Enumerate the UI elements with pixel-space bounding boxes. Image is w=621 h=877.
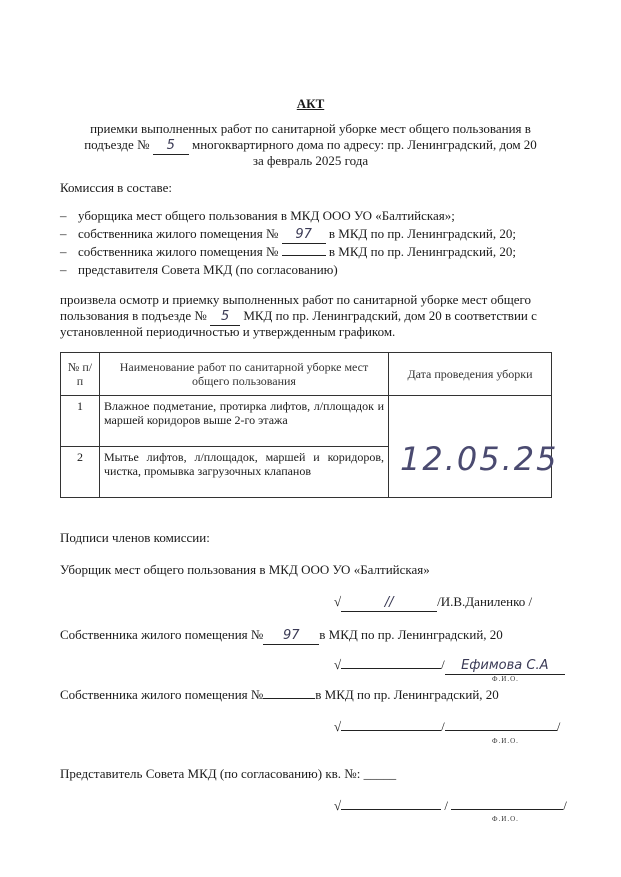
apartment-number-handwritten: 97 — [282, 227, 326, 244]
sig4-line: √ / / — [334, 798, 567, 813]
sig2-label-b: в МКД по пр. Ленинградский, 20 — [319, 627, 503, 642]
fio-caption: Ф.И.О. — [492, 737, 519, 745]
header-work-name: Наименование работ по санитарной уборке мест общего пользования — [100, 353, 389, 396]
dash-marker: – — [60, 208, 67, 223]
sig3-line: √ / / — [334, 719, 561, 734]
member-council-text: представителя Совета МКД (по согласованию) — [78, 262, 338, 277]
sig2-line: √ / Ефимова С.А — [334, 657, 565, 675]
sig2-label — [60, 627, 503, 645]
signature-owner-1 — [341, 668, 441, 669]
sig1-label: Уборщик мест общего пользования в МКД ООО УО «Балтийская» — [60, 562, 430, 577]
check-mark: √ — [334, 798, 342, 813]
row-number: 2 — [61, 447, 100, 498]
intro-address: МКД по пр. Ленинградский, дом 20 в соответствии с — [243, 308, 537, 323]
fio-caption: Ф.И.О. — [492, 675, 519, 683]
member-owner-1-address: в МКД по пр. Ленинградский, 20; — [328, 226, 517, 241]
sig3-label-a: Собственника жилого помещения № — [60, 687, 264, 702]
sig1-fullname: /И.В.Даниленко / — [437, 594, 533, 609]
header-date: Дата проведения уборки — [389, 353, 552, 396]
subtitle-entrance-label: подъезде № — [84, 137, 150, 152]
council-name-blank — [451, 809, 563, 810]
sig3-label — [60, 687, 499, 703]
member-cleaner-text: уборщика мест общего пользования в МКД ООО УО «Балтийская»; — [78, 208, 455, 223]
member-owner-2 — [60, 244, 516, 260]
member-owner-1-label: собственника жилого помещения № — [78, 226, 279, 241]
intro-entrance-handwritten: 5 — [210, 309, 240, 326]
signature-owner-2 — [341, 730, 441, 731]
member-cleaner — [60, 208, 455, 224]
check-mark: √ — [334, 719, 342, 734]
dash-marker: – — [60, 226, 67, 241]
dash-marker: – — [60, 262, 67, 277]
fio-caption: Ф.И.О. — [492, 815, 519, 823]
member-owner-1 — [60, 226, 516, 244]
owner-1-name-handwritten: Ефимова С.А — [445, 658, 565, 675]
member-council — [60, 262, 338, 278]
sig2-label-a: Собственника жилого помещения № — [60, 627, 264, 642]
signature-cleaner: // — [341, 595, 437, 612]
subtitle-line-1: приемки выполненных работ по санитарной уборке мест общего пользования в — [90, 121, 531, 136]
document-title: АКТ — [296, 96, 325, 111]
table-row — [61, 396, 552, 447]
signature-council — [341, 809, 441, 810]
subtitle-address: многоквартирного дома по адресу: пр. Ленинградский, дом 20 — [191, 137, 537, 152]
sig4-label: Представитель Совета МКД (по согласованию) кв. №: _____ — [60, 766, 397, 781]
owner-2-name-blank — [445, 730, 557, 731]
intro-line-1: произвела осмотр и приемку выполненных работ по санитарной уборке мест общего — [60, 292, 532, 307]
row-number: 1 — [61, 396, 100, 447]
sig3-apartment-blank — [263, 698, 315, 699]
handwritten-cleaning-date: 12.05.25 — [400, 440, 559, 478]
intro-entrance-label: пользования в подъезде № — [60, 308, 207, 323]
intro-line-3: установленной периодичностью и утвержденным графиком. — [60, 324, 396, 339]
apartment-number-blank — [282, 255, 326, 256]
check-mark: √ — [334, 594, 342, 609]
subtitle-period: за февраль 2025 года — [252, 153, 369, 168]
header-number: № п/п — [61, 353, 100, 396]
signatures-heading: Подписи членов комиссии: — [60, 530, 210, 545]
entrance-number-handwritten: 5 — [153, 138, 189, 155]
sig2-apartment-handwritten: 97 — [263, 628, 319, 645]
row-work-name: Мытье лифтов, л/площадок, маршей и коридоров, чистка, промывка загрузочных клапанов — [100, 447, 389, 498]
sig3-label-b: в МКД по пр. Ленинградский, 20 — [315, 687, 499, 702]
commission-heading: Комиссия в составе: — [60, 180, 172, 195]
member-owner-2-label: собственника жилого помещения № — [78, 244, 279, 259]
dash-marker: – — [60, 244, 67, 259]
check-mark: √ — [334, 657, 342, 672]
sig1-line — [334, 594, 532, 612]
table-header-row — [61, 353, 552, 396]
member-owner-2-address: в МКД по пр. Ленинградский, 20; — [328, 244, 517, 259]
row-work-name: Влажное подметание, протирка лифтов, л/площадок и маршей коридоров выше 2-го этажа — [100, 396, 389, 447]
